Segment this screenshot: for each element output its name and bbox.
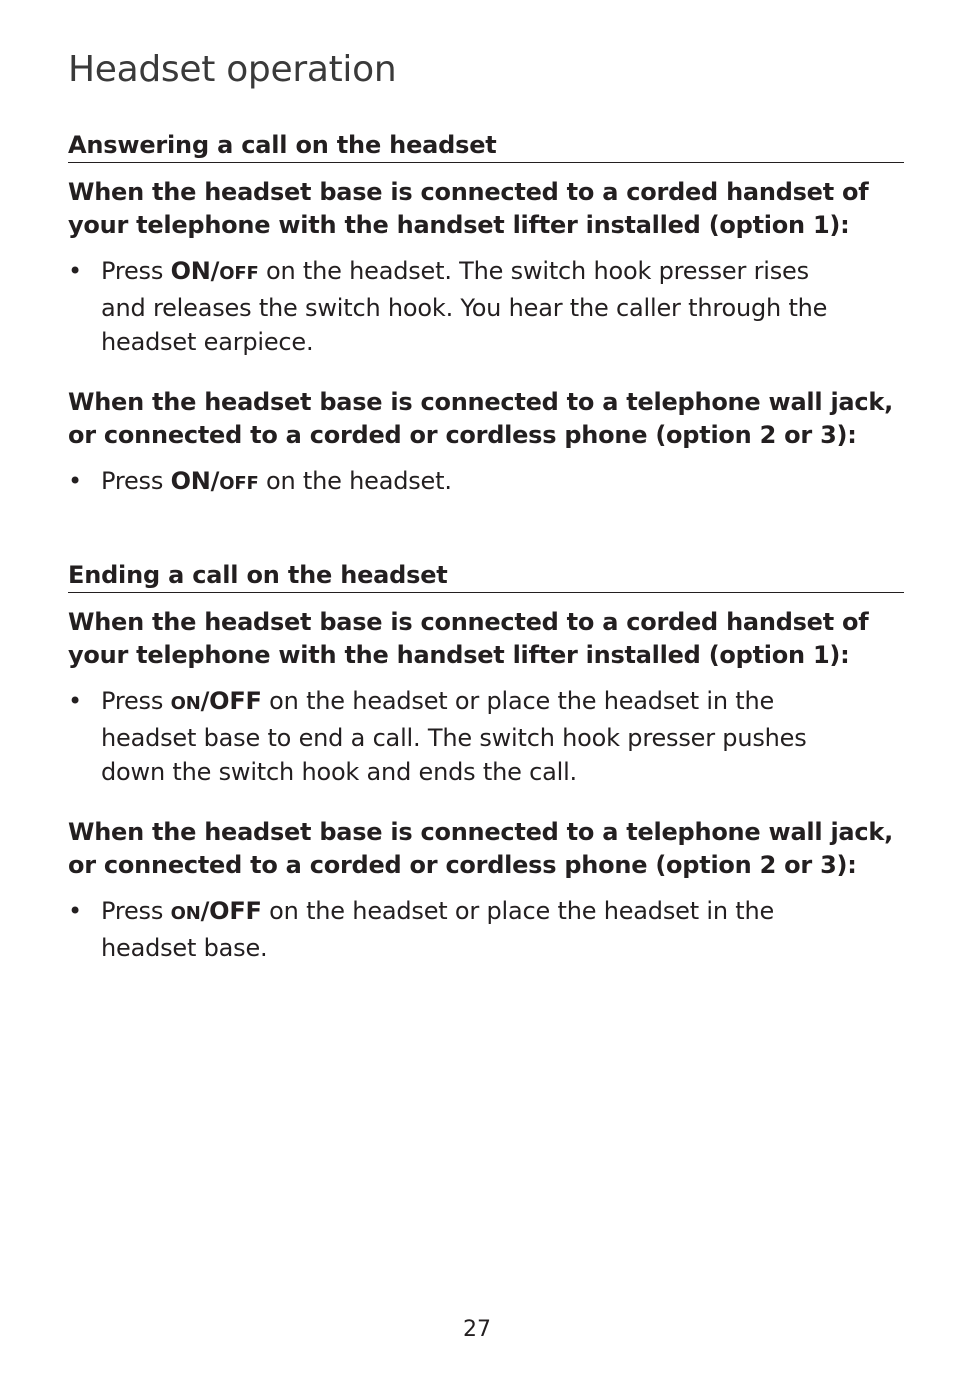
answering-option23-heading-line2: or connected to a corded or cordless phone (option 2 or 3): (68, 421, 857, 449)
press-text: Press (101, 257, 171, 285)
instruction-text-line1: on the headset or place the headset in the (261, 897, 775, 925)
on-off-key-label: ON/ (170, 257, 220, 285)
press-text: Press (101, 897, 171, 925)
ending-option23-heading-line2: or connected to a corded or cordless phone (option 2 or 3): (68, 851, 857, 879)
ending-section (68, 560, 904, 593)
ending-option1-heading-line1: When the headset base is connected to a corded handset of (68, 608, 869, 636)
ending-option23-heading-line1: When the headset base is connected to a telephone wall jack, (68, 818, 893, 846)
press-text: Press (101, 687, 171, 715)
instruction-text-line1: on the headset. (258, 467, 452, 495)
instruction-text-line2: headset base. (101, 934, 268, 962)
ending-option1-instruction (68, 684, 904, 789)
answering-option23-instruction (68, 464, 904, 501)
answering-option1-instruction (68, 254, 904, 359)
bullet-icon: • (68, 257, 82, 285)
page-title: Headset operation (68, 49, 397, 90)
ending-heading: Ending a call on the headset (68, 560, 904, 593)
ending-option23-block (68, 816, 904, 965)
answering-heading: Answering a call on the headset (68, 130, 904, 163)
press-text: Press (101, 467, 171, 495)
ending-option1-heading-line2: your telephone with the handset lifter installed (option 1): (68, 641, 850, 669)
ending-option23-instruction (68, 894, 904, 965)
answering-section (68, 130, 904, 163)
answering-option23-heading-line1: When the headset base is connected to a telephone wall jack, (68, 388, 893, 416)
instruction-text-line3: headset earpiece. (101, 328, 314, 356)
bullet-icon: • (68, 687, 82, 715)
bullet-icon: • (68, 897, 82, 925)
on-off-key-label-small: ON (170, 693, 201, 714)
on-off-key-label-small: OFF (219, 473, 259, 494)
answering-option1-heading-line1: When the headset base is connected to a corded handset of (68, 178, 869, 206)
ending-option1-heading (68, 606, 904, 672)
on-off-key-label: ON/ (170, 467, 220, 495)
answering-option1-heading (68, 176, 904, 242)
answering-option23-block (68, 386, 904, 501)
ending-option23-heading (68, 816, 904, 882)
instruction-text-line1: on the headset. The switch hook presser rises (258, 257, 809, 285)
instruction-text-line2: and releases the switch hook. You hear the caller through the (101, 294, 828, 322)
answering-option1-block (68, 176, 904, 359)
ending-option1-block (68, 606, 904, 789)
instruction-text-line1: on the headset or place the headset in the (261, 687, 775, 715)
instruction-text-line2: headset base to end a call. The switch hook presser pushes (101, 724, 807, 752)
page-number: 27 (463, 1317, 491, 1342)
answering-option23-heading (68, 386, 904, 452)
on-off-key-label: /OFF (200, 687, 262, 715)
on-off-key-label-small: ON (170, 903, 201, 924)
on-off-key-label: /OFF (200, 897, 262, 925)
answering-option1-heading-line2: your telephone with the handset lifter installed (option 1): (68, 211, 850, 239)
instruction-text-line3: down the switch hook and ends the call. (101, 758, 577, 786)
bullet-icon: • (68, 467, 82, 495)
on-off-key-label-small: OFF (219, 263, 259, 284)
